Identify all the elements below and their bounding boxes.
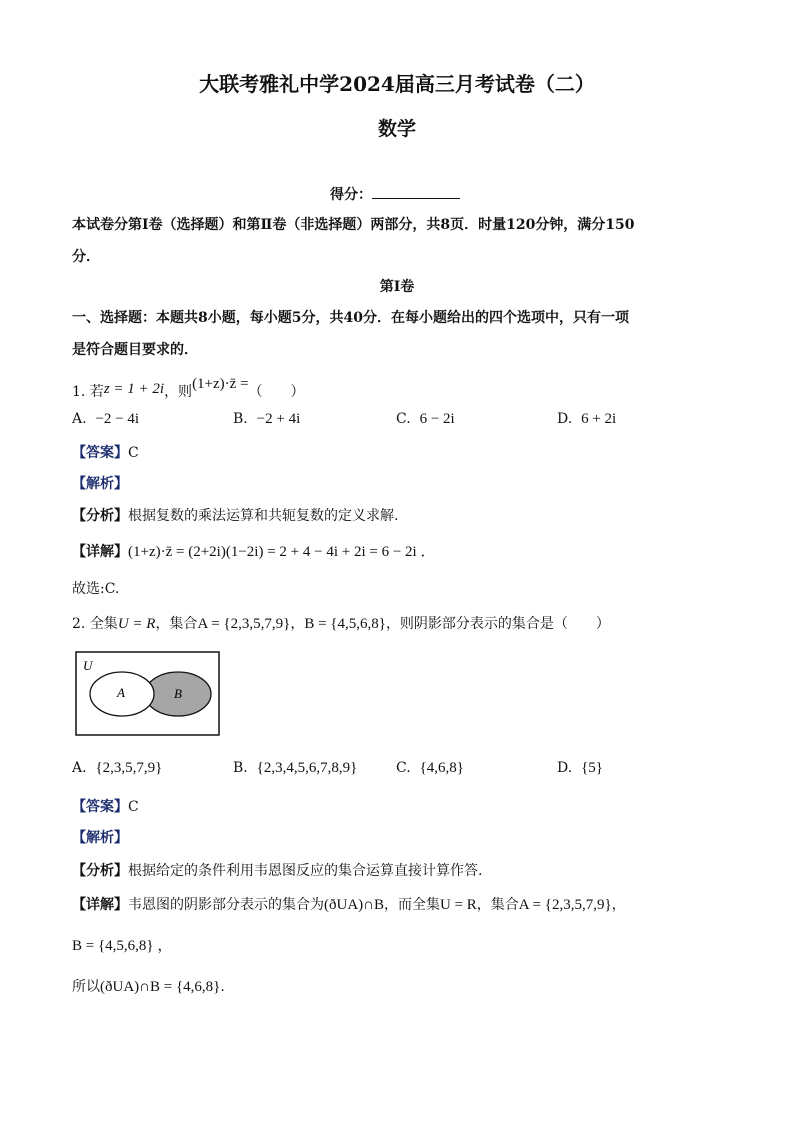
- q1-stem-expr: (1+z)·z̄ =: [192, 376, 249, 392]
- q2-option-a: [72, 760, 162, 777]
- venn-diagram: [75, 651, 221, 737]
- q1-option-c: [396, 411, 455, 428]
- q2-detail-set-a: A = {2,3,5,7,9}: [518, 897, 612, 913]
- q1-fenxi-label: 【分析】: [72, 508, 128, 524]
- q1-analysis-label: [72, 473, 128, 493]
- q2-option-b-value: {2,3,4,5,6,7,8,9}: [256, 760, 358, 776]
- q1-conclusion: 故选:C.: [72, 581, 120, 597]
- intro-line2: 分．: [72, 249, 100, 265]
- q1-option-b: [233, 411, 300, 428]
- q2-option-c-letter: C.: [396, 760, 411, 776]
- q2-stem-text-d: ，则阴影部分表示的集合是（ ）: [385, 616, 610, 632]
- q2-fenxi: [72, 860, 482, 880]
- q2-stem-set-b: B = {4,5,6,8}: [304, 616, 386, 632]
- section-heading-line1: 一、选择题：本题共8小题，每小题5分，共40分．在每小题给出的四个选项中，只有一项: [72, 310, 629, 326]
- intro-line1: 本试卷分第Ⅰ卷（选择题）和第Ⅱ卷（非选择题）两部分，共8页．时量120分钟，满分150: [72, 217, 635, 233]
- q1-stem-z: z = 1 + 2i: [103, 381, 165, 397]
- venn-set-a-label: A: [117, 685, 125, 700]
- q2-detail: [72, 894, 626, 914]
- q2-option-d-value: {5}: [581, 760, 603, 776]
- q2-stem-set-a: A = {2,3,5,7,9}: [197, 616, 291, 632]
- volume-heading: 第Ⅰ卷: [379, 279, 415, 295]
- q1-stem-text-a: 若: [89, 384, 104, 400]
- q1-stem: [72, 376, 305, 401]
- exam-title: 大联考雅礼中学2024届高三月考试卷（二）: [199, 72, 595, 96]
- q1-stem-text-b: ，则: [164, 384, 193, 400]
- venn-set-b-label: B: [174, 686, 182, 701]
- q2-detail-line3-expr: (ðUA)∩B = {4,6,8}: [100, 979, 221, 995]
- q2-option-d-letter: D.: [557, 760, 573, 776]
- q2-detail-line2: B = {4,5,6,8} ，: [72, 938, 173, 954]
- venn-universe-label: U: [83, 658, 93, 673]
- q2-analysis-label: [72, 827, 128, 847]
- q2-detail-label: 【详解】: [72, 897, 128, 913]
- q1-option-d: [557, 411, 616, 428]
- q1-detail-label: 【详解】: [72, 544, 128, 560]
- q2-stem-text-b: ，集合: [155, 616, 198, 632]
- q2-detail-expr: (ðUA)∩B: [324, 897, 384, 913]
- q2-fenxi-label: 【分析】: [72, 863, 128, 879]
- q1-option-b-letter: B.: [233, 411, 248, 427]
- q2-number: 2.: [72, 616, 86, 632]
- section-heading-line2: 是符合题目要求的．: [72, 342, 198, 358]
- q1-option-a-letter: A.: [72, 411, 87, 427]
- score-row: [330, 184, 460, 204]
- q2-analysis-label-text: 【解析】: [72, 830, 128, 846]
- q1-option-d-value: 6 + 2i: [581, 411, 617, 427]
- q2-detail-line3-end: .: [220, 979, 225, 995]
- q2-stem-text-a: 全集: [89, 616, 118, 632]
- q1-option-c-value: 6 − 2i: [419, 411, 455, 427]
- q2-option-a-letter: A.: [72, 760, 87, 776]
- q2-option-a-value: {2,3,5,7,9}: [95, 760, 163, 776]
- q2-detail-line3: [72, 976, 225, 996]
- score-blank: [372, 184, 460, 199]
- q1-option-a-value: −2 − 4i: [95, 411, 140, 427]
- q2-stem: [72, 613, 610, 633]
- q1-detail: [72, 540, 435, 561]
- q2-option-d: [557, 760, 603, 777]
- q2-stem-text-c: ，: [290, 616, 305, 632]
- q2-option-c: [396, 760, 464, 777]
- q2-option-c-value: {4,6,8}: [419, 760, 464, 776]
- q2-detail-line3-text: 所以: [72, 979, 100, 995]
- q2-detail-text-a: 韦恩图的阴影部分表示的集合为: [128, 897, 324, 913]
- q2-detail-text-d: ，: [611, 897, 626, 913]
- score-label: 得分：: [330, 187, 372, 203]
- q1-option-c-letter: C.: [396, 411, 411, 427]
- q1-detail-expr: (1+z)·z̄ = (2+2i)(1−2i) = 2 + 4 − 4i + 2i = 6 − 2i ．: [128, 544, 436, 560]
- q1-answer-value: C: [128, 445, 139, 461]
- q2-detail-u: U = R: [440, 897, 477, 913]
- q1-analysis-label-text: 【解析】: [72, 476, 128, 492]
- q1-fenxi: [72, 505, 398, 525]
- q1-fenxi-text: 根据复数的乘法运算和共轭复数的定义求解.: [128, 508, 399, 524]
- q1-option-b-value: −2 + 4i: [256, 411, 301, 427]
- q1-option-d-letter: D.: [557, 411, 573, 427]
- q2-answer: [72, 796, 139, 816]
- q1-stem-text-c: （ ）: [248, 384, 305, 400]
- q2-option-b-letter: B.: [233, 760, 248, 776]
- q1-number: 1.: [72, 384, 86, 400]
- q1-answer: [72, 442, 139, 462]
- q2-fenxi-text: 根据给定的条件利用韦恩图反应的集合运算直接计算作答.: [128, 863, 483, 879]
- q2-option-b: [233, 760, 357, 777]
- q1-answer-label: 【答案】: [72, 445, 128, 461]
- q2-answer-label: 【答案】: [72, 799, 128, 815]
- q2-detail-text-c: ，集合: [476, 897, 519, 913]
- q1-option-a: [72, 411, 139, 428]
- q2-stem-u: U = R: [117, 616, 156, 632]
- q2-detail-text-b: ，而全集: [384, 897, 440, 913]
- q2-answer-value: C: [128, 799, 139, 815]
- subject-title: 数学: [377, 118, 416, 140]
